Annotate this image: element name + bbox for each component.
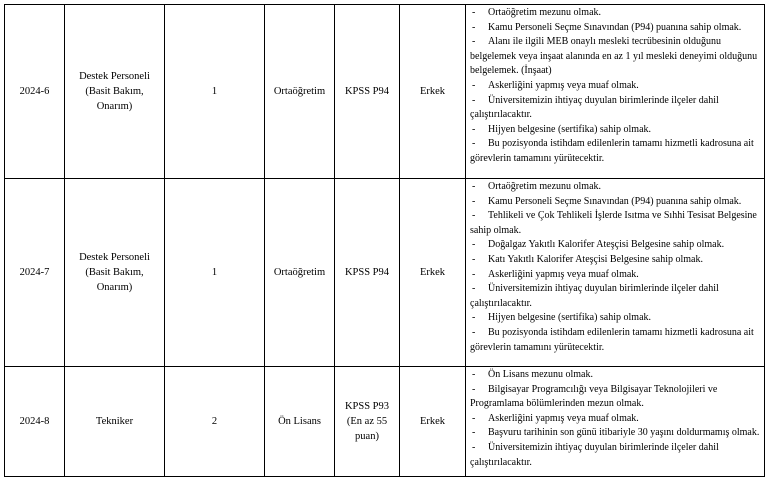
education-level: Ortaöğretim (265, 179, 335, 367)
position-title: Tekniker (65, 367, 165, 477)
requirements-list (470, 180, 761, 355)
requirement-item: - Üniversitemizin ihtiyaç duyulan birimlerinde ilçeler dahil çalıştırılacaktır. (470, 441, 719, 468)
education-level: Ortaöğretim (265, 5, 335, 179)
requirement-item: - Ortaöğretim mezunu olmak. (472, 181, 602, 192)
requirement-item: - Ortaöğretim mezunu olmak. (472, 7, 602, 18)
kpss-score-type: KPSS P94 (335, 179, 400, 367)
requirement-item: - Tehlikeli ve Çok Tehlikeli İşlerde Isıtma ve Sıhhi Tesisat Belgesine sahip olmak. (470, 210, 757, 236)
position-code: 2024-8 (5, 367, 65, 477)
kpss-score-type: KPSS P94 (335, 5, 400, 179)
table-row (5, 367, 765, 477)
position-count: 2 (165, 367, 265, 477)
requirements-cell (466, 5, 765, 179)
requirements-cell (466, 367, 765, 477)
requirement-item: - Doğalgaz Yakıtlı Kalorifer Ateşçisi Belgesine sahip olmak. (472, 239, 725, 251)
requirements-list (470, 6, 761, 167)
position-count: 1 (165, 5, 265, 179)
requirement-item: - Bu pozisyonda istihdam edilenlerin tamamı hizmetli kadrosuna ait görevlerin tamamını yürütecektir. (470, 138, 754, 164)
position-code: 2024-7 (5, 179, 65, 367)
position-count: 1 (165, 179, 265, 367)
requirement-item: - Üniversitemizin ihtiyaç duyulan birimlerinde ilçeler dahil çalıştırılacaktır. (470, 283, 719, 309)
requirement-item: - Alanı ile ilgili MEB onaylı mesleki tecrübesinin olduğunu belgelemek veya inşaat alanında en az 1 yıl mesleki deneyimi olduğunu belgelemek. (İnşaat) (470, 36, 758, 77)
education-level: Ön Lisans (265, 367, 335, 477)
requirement-item: - Askerliğini yapmış veya muaf olmak. (472, 412, 639, 424)
gender-requirement: Erkek (400, 5, 466, 179)
requirements-list (470, 368, 761, 470)
requirement-item: - Askerliğini yapmış veya muaf olmak. (472, 268, 639, 280)
positions-table (4, 4, 765, 477)
gender-requirement: Erkek (400, 367, 466, 477)
requirement-item: - Kamu Personeli Seçme Sınavından (P94) puanına sahip olmak. (472, 195, 742, 207)
requirement-item: - Askerliğini yapmış veya muaf olmak. (472, 79, 639, 91)
table-row (5, 179, 765, 367)
requirement-item: - Bu pozisyonda istihdam edilenlerin tamamı hizmetli kadrosuna ait görevlerin tamamını yürütecektir. (470, 326, 754, 353)
position-code: 2024-6 (5, 5, 65, 179)
requirement-item: - Hijyen belgesine (sertifika) sahip olmak. (472, 123, 652, 135)
position-title: Destek Personeli (Basit Bakım, Onarım) (65, 5, 165, 179)
requirement-item: - Ön Lisans mezunu olmak. (472, 369, 593, 380)
requirement-item: - Üniversitemizin ihtiyaç duyulan birimlerinde ilçeler dahil çalıştırılacaktır. (470, 94, 719, 121)
table-row (5, 5, 765, 179)
requirement-item: - Başvuru tarihinin son günü itibariyle 30 yaşını doldurmamış olmak. (472, 427, 760, 439)
requirements-cell (466, 179, 765, 367)
position-title: Destek Personeli (Basit Bakım, Onarım) (65, 179, 165, 367)
requirement-item: - Katı Yakıtlı Kalorifer Ateşçisi Belgesine sahip olmak. (472, 253, 703, 265)
requirement-item: - Hijyen belgesine (sertifika) sahip olmak. (472, 312, 652, 324)
gender-requirement: Erkek (400, 179, 466, 367)
requirement-item: - Bilgisayar Programcılığı veya Bilgisayar Teknolojileri ve Programlama bölümlerinden mezun olmak. (470, 383, 718, 410)
kpss-score-type: KPSS P93 (En az 55 puan) (335, 367, 400, 477)
requirement-item: - Kamu Personeli Seçme Sınavından (P94) puanına sahip olmak. (472, 21, 742, 33)
